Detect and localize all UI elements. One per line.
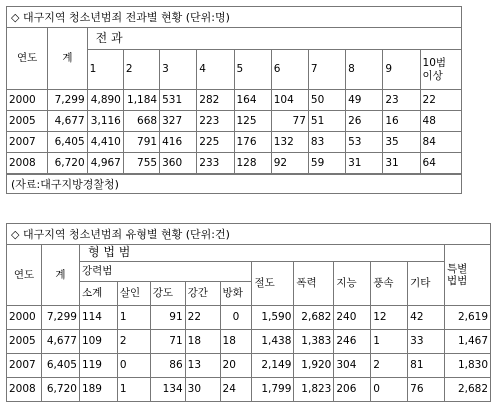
table-row bbox=[7, 378, 491, 402]
cell: 125 bbox=[234, 111, 271, 132]
cell: 1 bbox=[117, 378, 150, 402]
cell: 22 bbox=[420, 90, 461, 111]
cell: 304 bbox=[334, 354, 371, 378]
header-year: 연도 bbox=[7, 245, 42, 306]
cell: 2007 bbox=[7, 354, 42, 378]
cell: 83 bbox=[308, 132, 345, 153]
table2-title: ◇ 대구지역 청소년범죄 유형별 현황 (단위:건) bbox=[6, 223, 491, 245]
cell: 84 bbox=[420, 132, 461, 153]
cell: 1,438 bbox=[252, 330, 294, 354]
cell: 6,720 bbox=[41, 378, 79, 402]
cell: 77 bbox=[271, 111, 308, 132]
cell: 92 bbox=[271, 153, 308, 174]
cell: 3,116 bbox=[87, 111, 123, 132]
table-row bbox=[7, 354, 491, 378]
table-row bbox=[7, 90, 462, 111]
cell: 86 bbox=[150, 354, 185, 378]
header-rape: 강간 bbox=[185, 282, 220, 306]
header-sub: 7 bbox=[308, 50, 345, 90]
cell: 48 bbox=[420, 111, 461, 132]
cell: 2,149 bbox=[252, 354, 294, 378]
cell: 2005 bbox=[7, 111, 48, 132]
cell: 4,967 bbox=[87, 153, 123, 174]
cell: 1,467 bbox=[445, 330, 491, 354]
cell: 18 bbox=[220, 330, 252, 354]
header-year: 연도 bbox=[7, 28, 48, 90]
cell: 233 bbox=[197, 153, 234, 174]
cell: 81 bbox=[408, 354, 445, 378]
cell: 1,799 bbox=[252, 378, 294, 402]
header-special-law-line1: 특별 bbox=[447, 262, 468, 275]
cell: 31 bbox=[346, 153, 383, 174]
cell: 1 bbox=[371, 330, 408, 354]
cell: 1,830 bbox=[445, 354, 491, 378]
cell: 2,682 bbox=[445, 378, 491, 402]
header-theft: 절도 bbox=[252, 262, 294, 306]
cell: 246 bbox=[334, 330, 371, 354]
cell: 23 bbox=[383, 90, 420, 111]
cell: 104 bbox=[271, 90, 308, 111]
cell: 0 bbox=[220, 306, 252, 330]
table1-source: (자료:대구지방경찰청) bbox=[6, 174, 462, 194]
header-total: 계 bbox=[48, 28, 87, 90]
cell: 240 bbox=[334, 306, 371, 330]
cell: 4,677 bbox=[48, 111, 87, 132]
crime-record-table bbox=[6, 27, 462, 174]
header-intellectual: 지능 bbox=[334, 262, 371, 306]
cell: 225 bbox=[197, 132, 234, 153]
header-sub: 2 bbox=[123, 50, 159, 90]
header-total: 계 bbox=[41, 245, 79, 306]
table-row bbox=[7, 111, 462, 132]
cell: 282 bbox=[197, 90, 234, 111]
cell: 327 bbox=[160, 111, 197, 132]
header-ten-plus bbox=[420, 50, 461, 90]
cell: 51 bbox=[308, 111, 345, 132]
cell: 49 bbox=[346, 90, 383, 111]
cell: 2005 bbox=[7, 330, 42, 354]
cell: 223 bbox=[197, 111, 234, 132]
cell: 114 bbox=[79, 306, 117, 330]
cell: 132 bbox=[271, 132, 308, 153]
cell: 4,410 bbox=[87, 132, 123, 153]
cell: 59 bbox=[308, 153, 345, 174]
header-prior-convictions: 전 과 bbox=[87, 28, 461, 50]
cell: 16 bbox=[383, 111, 420, 132]
cell: 12 bbox=[371, 306, 408, 330]
cell: 7,299 bbox=[48, 90, 87, 111]
cell: 2,619 bbox=[445, 306, 491, 330]
cell: 128 bbox=[234, 153, 271, 174]
cell: 206 bbox=[334, 378, 371, 402]
header-ten-plus-line2: 이상 bbox=[422, 69, 443, 82]
header-arson: 방화 bbox=[220, 282, 252, 306]
cell: 71 bbox=[150, 330, 185, 354]
cell: 2 bbox=[117, 330, 150, 354]
cell: 2000 bbox=[7, 306, 42, 330]
header-ten-plus-line1: 10범 bbox=[422, 57, 447, 70]
crime-type-table bbox=[6, 244, 491, 402]
cell: 20 bbox=[220, 354, 252, 378]
cell: 91 bbox=[150, 306, 185, 330]
header-sub: 4 bbox=[197, 50, 234, 90]
cell: 26 bbox=[346, 111, 383, 132]
cell: 1 bbox=[117, 306, 150, 330]
table1-title: ◇ 대구지역 청소년범죄 전과별 현황 (단위:명) bbox=[6, 6, 462, 28]
cell: 2007 bbox=[7, 132, 48, 153]
cell: 50 bbox=[308, 90, 345, 111]
cell: 6,720 bbox=[48, 153, 87, 174]
cell: 2000 bbox=[7, 90, 48, 111]
cell: 13 bbox=[185, 354, 220, 378]
cell: 35 bbox=[383, 132, 420, 153]
cell: 31 bbox=[383, 153, 420, 174]
header-special-law-line2: 법범 bbox=[447, 275, 468, 287]
header-morals: 풍속 bbox=[371, 262, 408, 306]
cell: 668 bbox=[123, 111, 159, 132]
header-sub: 3 bbox=[160, 50, 197, 90]
cell: 4,890 bbox=[87, 90, 123, 111]
header-sub: 9 bbox=[383, 50, 420, 90]
table-row bbox=[7, 330, 491, 354]
cell: 4,677 bbox=[41, 330, 79, 354]
cell: 1,920 bbox=[294, 354, 334, 378]
cell: 531 bbox=[160, 90, 197, 111]
header-sub: 8 bbox=[346, 50, 383, 90]
cell: 6,405 bbox=[48, 132, 87, 153]
header-murder: 살인 bbox=[117, 282, 150, 306]
cell: 53 bbox=[346, 132, 383, 153]
cell: 164 bbox=[234, 90, 271, 111]
cell: 0 bbox=[371, 378, 408, 402]
cell: 24 bbox=[220, 378, 252, 402]
header-violent: 강력범 bbox=[79, 262, 252, 282]
table-row bbox=[7, 153, 462, 174]
cell: 42 bbox=[408, 306, 445, 330]
cell: 1,590 bbox=[252, 306, 294, 330]
cell: 1,383 bbox=[294, 330, 334, 354]
cell: 22 bbox=[185, 306, 220, 330]
cell: 6,405 bbox=[41, 354, 79, 378]
cell: 1,823 bbox=[294, 378, 334, 402]
cell: 755 bbox=[123, 153, 159, 174]
cell: 18 bbox=[185, 330, 220, 354]
cell: 109 bbox=[79, 330, 117, 354]
cell: 360 bbox=[160, 153, 197, 174]
header-criminal-law: 형 법 범 bbox=[79, 245, 444, 262]
cell: 134 bbox=[150, 378, 185, 402]
cell: 2,682 bbox=[294, 306, 334, 330]
cell: 189 bbox=[79, 378, 117, 402]
cell: 33 bbox=[408, 330, 445, 354]
header-sub: 1 bbox=[87, 50, 123, 90]
cell: 76 bbox=[408, 378, 445, 402]
cell: 791 bbox=[123, 132, 159, 153]
header-other: 기타 bbox=[408, 262, 445, 306]
cell: 2008 bbox=[7, 153, 48, 174]
cell: 30 bbox=[185, 378, 220, 402]
header-sub: 6 bbox=[271, 50, 308, 90]
cell: 64 bbox=[420, 153, 461, 174]
cell: 176 bbox=[234, 132, 271, 153]
header-violence: 폭력 bbox=[294, 262, 334, 306]
table-row bbox=[7, 132, 462, 153]
table-row bbox=[7, 306, 491, 330]
cell: 0 bbox=[117, 354, 150, 378]
header-robbery: 강도 bbox=[150, 282, 185, 306]
cell: 416 bbox=[160, 132, 197, 153]
cell: 2 bbox=[371, 354, 408, 378]
cell: 119 bbox=[79, 354, 117, 378]
cell: 7,299 bbox=[41, 306, 79, 330]
header-sub: 5 bbox=[234, 50, 271, 90]
cell: 2008 bbox=[7, 378, 42, 402]
cell: 1,184 bbox=[123, 90, 159, 111]
header-special-law bbox=[445, 245, 491, 306]
header-subtotal: 소계 bbox=[79, 282, 117, 306]
